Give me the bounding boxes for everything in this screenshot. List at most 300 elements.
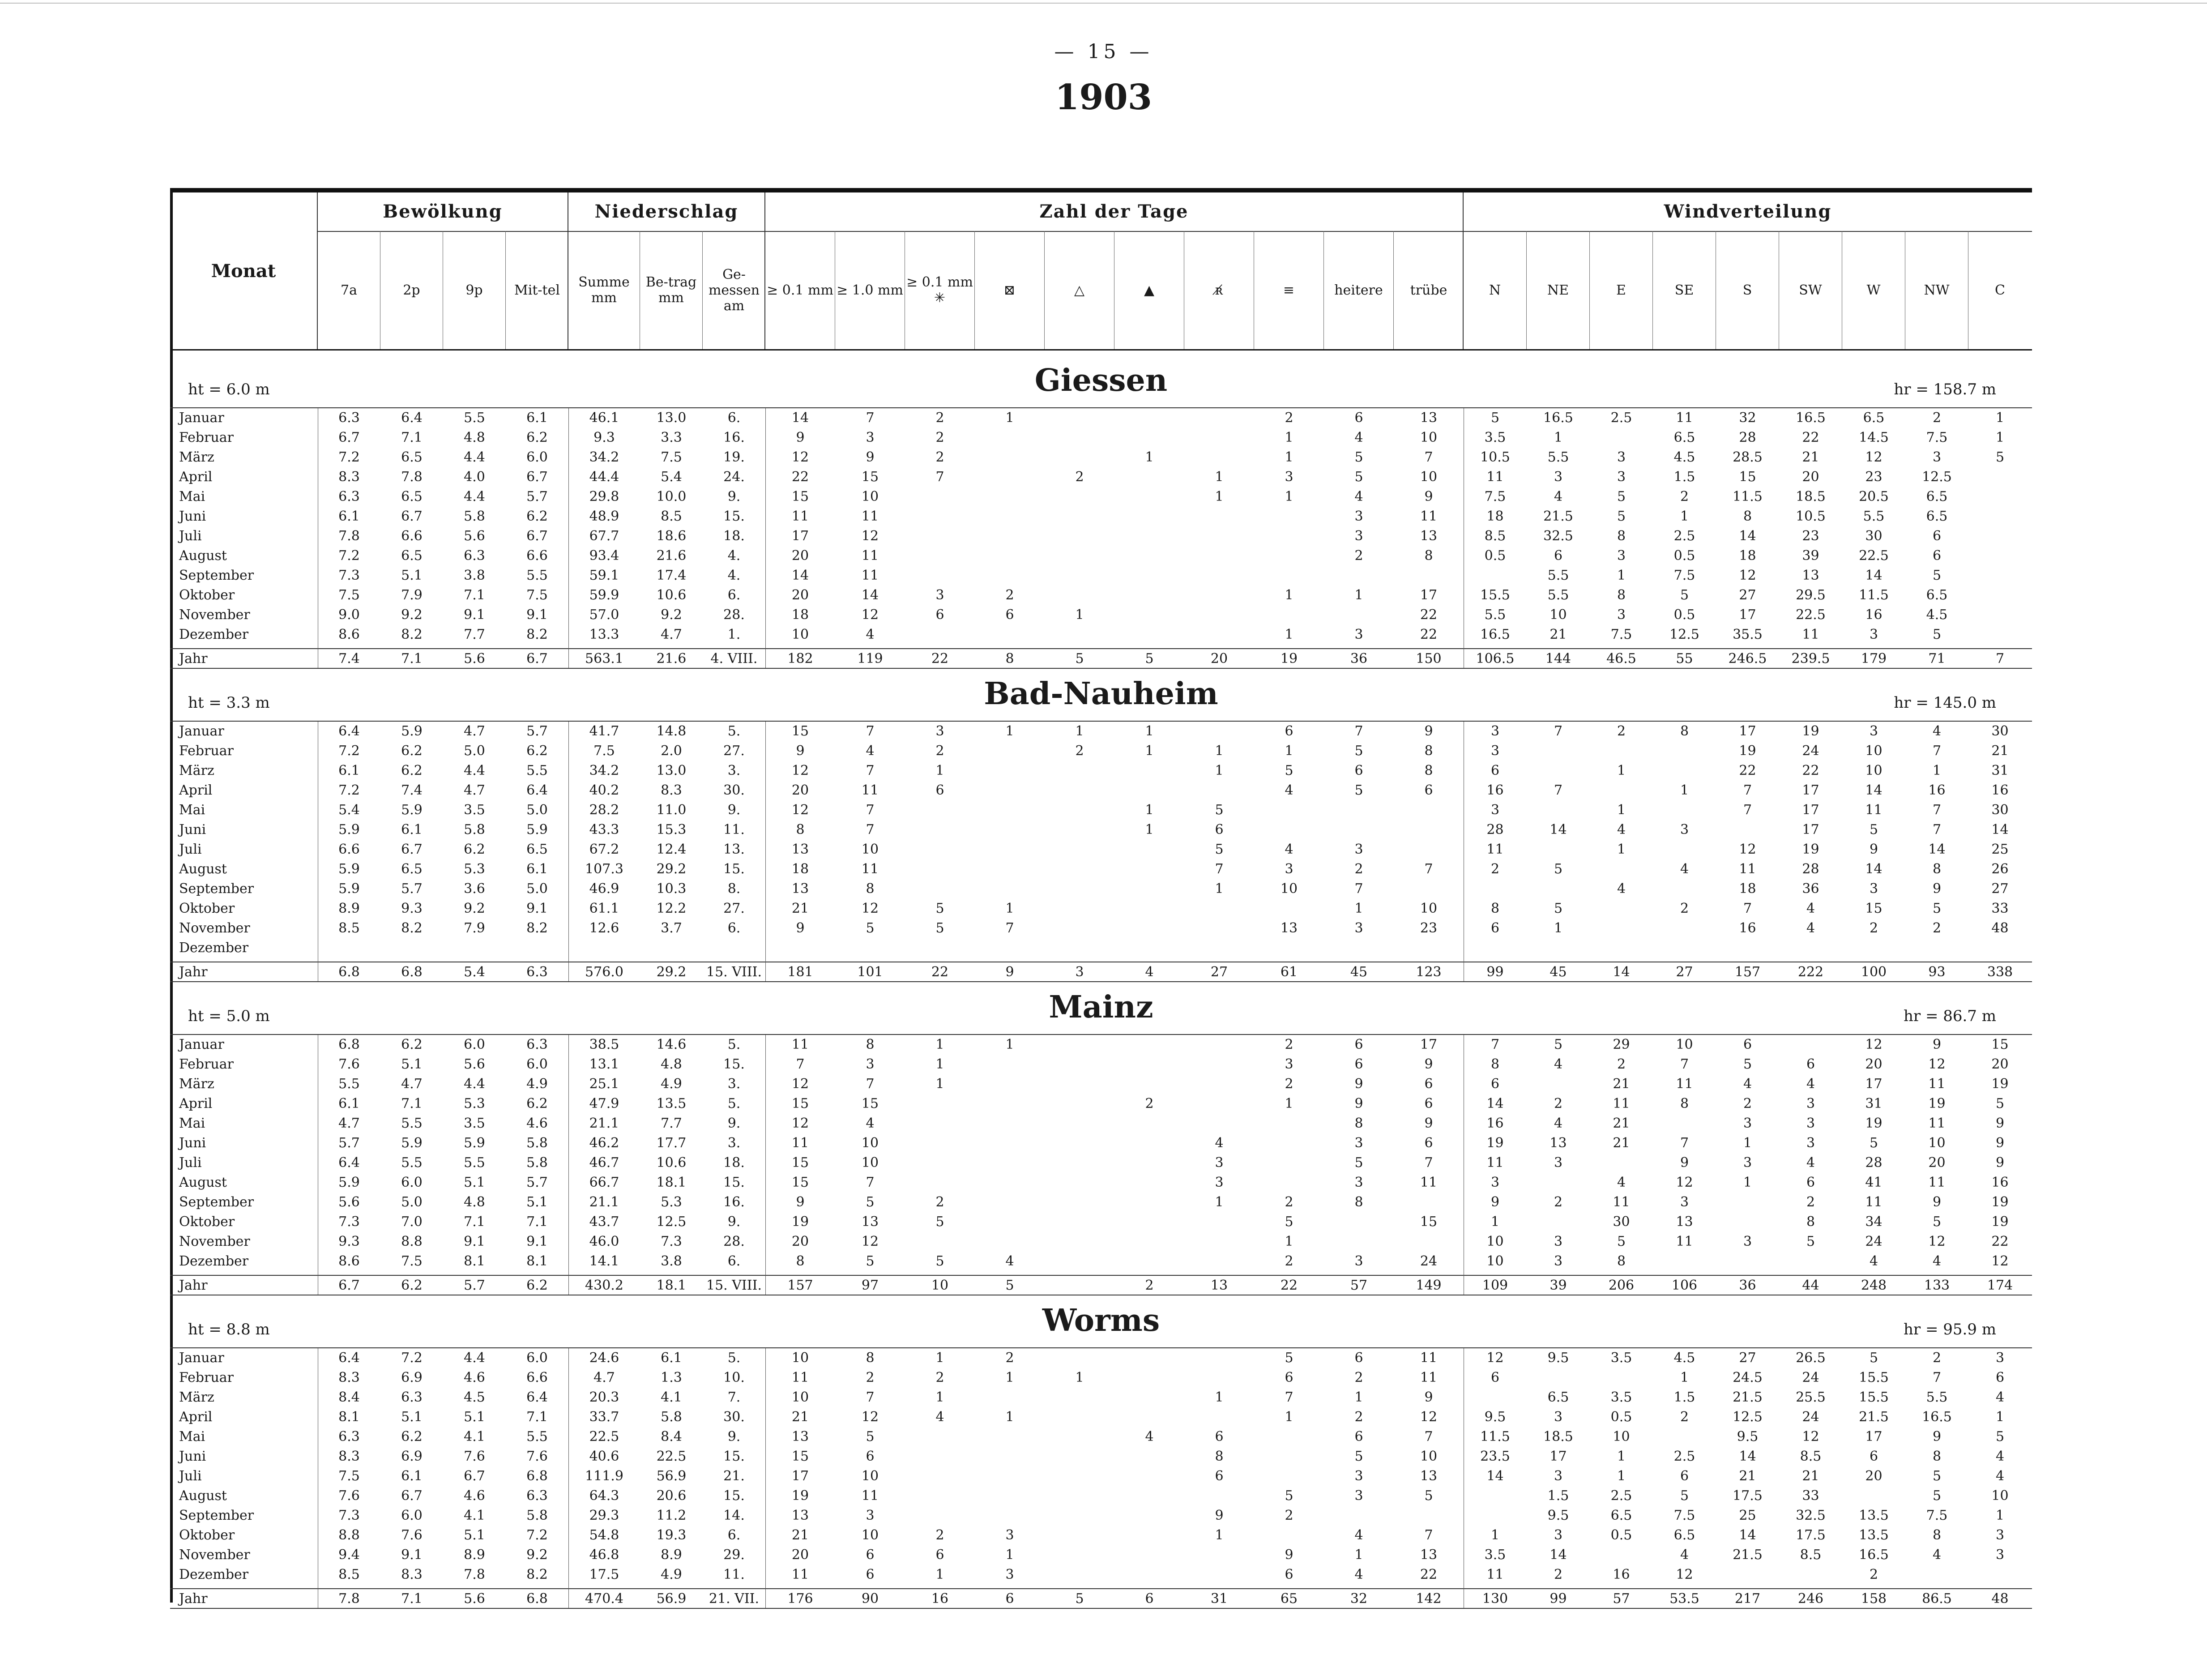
row-month-label: November — [179, 607, 250, 623]
table-cell — [1114, 605, 1184, 625]
table-cell: 27 — [1210, 964, 1228, 980]
table-cell: 5 — [1075, 1591, 1084, 1607]
table-cell: 9 — [1995, 1135, 2005, 1151]
table-cell: 4 — [1806, 1076, 1815, 1092]
table-cell: 7 — [866, 822, 875, 838]
table-cell — [1114, 840, 1184, 859]
table-cell: 6 — [935, 782, 944, 798]
table-cell: 10.0 — [656, 489, 687, 504]
table-cell — [975, 1506, 1045, 1526]
table-cell — [1842, 938, 1905, 958]
table-cell: 6.1 — [661, 1350, 682, 1366]
table-cell — [1184, 1094, 1254, 1114]
table-cell: 16 — [1928, 782, 1946, 798]
table-cell: 11 — [1420, 1350, 1438, 1366]
table-cell: 1 — [1285, 743, 1293, 759]
table-cell: 7 — [866, 763, 875, 778]
table-cell: 18.5 — [1543, 1429, 1573, 1445]
table-cell: 30 — [1865, 528, 1883, 544]
table-cell: 14 — [791, 568, 809, 583]
table-cell — [975, 938, 1045, 958]
table-cell: 21.1 — [589, 1116, 619, 1131]
table-cell — [1464, 1388, 1527, 1407]
table-cell — [905, 1133, 975, 1153]
table-cell: 2 — [1617, 723, 1626, 739]
table-row — [170, 1565, 2032, 1585]
table-cell: 11 — [1420, 1175, 1438, 1190]
table-cell: 7.6 — [526, 1449, 548, 1464]
table-cell — [1394, 938, 1464, 958]
table-row — [170, 1133, 2032, 1153]
table-cell: 9.5 — [1547, 1350, 1569, 1366]
table-cell — [1394, 566, 1464, 586]
page-year: 1903 — [1054, 77, 1153, 118]
table-cell: 8.1 — [526, 1253, 548, 1269]
table-cell — [1045, 1232, 1114, 1252]
table-cell: 1 — [1554, 920, 1563, 936]
table-cell: 7 — [1354, 723, 1363, 739]
table-cell: 25 — [1739, 1508, 1756, 1523]
table-cell: 5.5 — [1547, 449, 1569, 465]
table-cell: 59.1 — [589, 568, 619, 583]
table-cell: 5 — [1932, 1468, 1942, 1484]
row-month-label: Jahr — [179, 1591, 208, 1607]
table-cell: 22.5 — [656, 1449, 687, 1464]
table-cell: 12 — [1676, 1175, 1693, 1190]
table-cell: 4 — [866, 627, 875, 642]
table-cell: 7.3 — [338, 568, 360, 583]
row-month-label: Juni — [179, 509, 206, 524]
table-cell — [1968, 487, 2032, 507]
header-zahl-group — [765, 192, 1464, 349]
table-cell: 7 — [1354, 881, 1363, 897]
station-title: Bad-Nauheim — [984, 676, 1218, 712]
table-cell: 8 — [1424, 743, 1433, 759]
table-row — [170, 1193, 2032, 1212]
table-cell: 28. — [723, 1234, 745, 1249]
table-cell: 182 — [787, 651, 813, 667]
table-cell — [1527, 840, 1590, 859]
table-cell: 32.5 — [1796, 1508, 1826, 1523]
table-cell: 1 — [1680, 509, 1689, 524]
table-cell: 6 — [1354, 1429, 1363, 1445]
table-cell — [975, 879, 1045, 899]
table-cell: 17.5 — [1796, 1527, 1826, 1543]
table-cell: 6.0 — [526, 449, 548, 465]
table-cell: 10. — [723, 1370, 745, 1385]
table-cell: 8.3 — [338, 469, 360, 485]
table-cell — [1324, 1212, 1394, 1232]
table-cell: 5 — [1424, 1488, 1433, 1504]
table-cell: 4 — [1617, 822, 1626, 838]
table-cell: 11 — [1486, 1155, 1504, 1171]
table-cell: 45 — [1550, 964, 1567, 980]
table-cell — [1184, 586, 1254, 605]
table-cell: 6.0 — [464, 1037, 485, 1052]
table-cell — [1590, 741, 1653, 761]
table-cell — [905, 1114, 975, 1133]
table-row — [170, 1388, 2032, 1407]
table-cell: 6 — [1490, 763, 1500, 778]
table-cell — [1184, 605, 1254, 625]
table-cell: 17 — [1550, 1449, 1567, 1464]
table-cell: 7.5 — [401, 1253, 423, 1269]
table-cell: 6.2 — [401, 1278, 423, 1293]
table-cell: 1 — [1995, 410, 2005, 426]
table-cell: 12 — [1928, 1234, 1946, 1249]
table-cell — [1184, 1212, 1254, 1232]
table-cell: 2.5 — [1673, 1449, 1695, 1464]
table-cell: 11 — [1676, 410, 1693, 426]
table-cell — [1324, 566, 1394, 586]
row-month-label: April — [179, 1096, 213, 1111]
table-cell — [1045, 1252, 1114, 1271]
table-cell: 6.3 — [338, 1429, 360, 1445]
table-cell: 27 — [1676, 964, 1693, 980]
table-cell: 3 — [1617, 449, 1626, 465]
table-cell: 5 — [1554, 901, 1563, 916]
table-cell: 4 — [1995, 1468, 2005, 1484]
table-cell: 6 — [866, 1449, 875, 1464]
table-cell: 1 — [1285, 489, 1293, 504]
table-cell: 7.6 — [338, 1056, 360, 1072]
table-cell: 11 — [1613, 1096, 1630, 1111]
table-cell: 3 — [1490, 723, 1500, 739]
table-cell: 3 — [1354, 509, 1363, 524]
table-cell: 8.5 — [1800, 1547, 1822, 1563]
table-cell: 21 — [1613, 1135, 1630, 1151]
table-cell: 1 — [1285, 430, 1293, 445]
table-cell: 20 — [1928, 1155, 1946, 1171]
header-bewoelkung: Bewölkung — [318, 192, 568, 232]
table-cell: 6.7 — [526, 528, 548, 544]
table-row — [170, 938, 2032, 958]
table-cell: 7 — [1932, 1370, 1942, 1385]
table-cell — [1114, 879, 1184, 899]
table-cell — [905, 840, 975, 859]
table-cell: 7 — [1215, 861, 1224, 877]
table-cell: 5.8 — [526, 1508, 548, 1523]
table-cell: 18 — [791, 607, 809, 623]
table-cell: 7.2 — [526, 1527, 548, 1543]
table-cell: 7.1 — [401, 1096, 423, 1111]
table-cell: 13 — [861, 1214, 879, 1230]
table-cell: 22.5 — [1796, 607, 1826, 623]
table-cell: 6.3 — [526, 964, 548, 980]
table-cell: 8.9 — [661, 1547, 682, 1563]
table-row — [170, 800, 2032, 820]
table-cell — [1590, 781, 1653, 800]
table-cell: 144 — [1545, 651, 1571, 667]
table-row — [170, 1486, 2032, 1506]
table-cell: 15 — [1420, 1214, 1438, 1230]
table-cell: 9 — [1424, 1116, 1433, 1131]
table-cell: 19 — [1802, 723, 1819, 739]
table-cell: 2 — [935, 1370, 944, 1385]
table-cell: 6 — [1354, 763, 1363, 778]
table-cell: 6 — [1424, 1135, 1433, 1151]
table-cell — [1114, 1368, 1184, 1388]
table-cell: 1 — [1490, 1527, 1500, 1543]
table-cell: 12.5 — [1922, 469, 1952, 485]
table-cell: 22 — [1280, 1278, 1298, 1293]
header-col-bewoelkung_cols-1: 2p — [380, 231, 443, 349]
table-cell — [1968, 938, 2032, 958]
table-cell: 2 — [1490, 861, 1500, 877]
table-cell: 1 — [1680, 1370, 1689, 1385]
table-cell: 6.4 — [338, 1155, 360, 1171]
table-cell: 11 — [791, 1135, 809, 1151]
table-cell: 7 — [1424, 861, 1433, 877]
table-cell: 5 — [935, 920, 944, 936]
table-cell: 6.6 — [526, 548, 548, 564]
table-cell: 9.2 — [661, 607, 682, 623]
table-cell: 16. — [723, 430, 745, 445]
table-cell: 5.7 — [401, 881, 423, 897]
table-cell — [1114, 507, 1184, 526]
table-cell: 5.5 — [338, 1076, 360, 1092]
table-cell: 13.1 — [589, 1056, 619, 1072]
table-cell — [1045, 586, 1114, 605]
table-cell — [1114, 1133, 1184, 1153]
table-cell — [905, 625, 975, 645]
row-month-label: Juni — [179, 1135, 206, 1151]
table-cell: 3 — [1354, 627, 1363, 642]
table-cell — [1045, 1173, 1114, 1193]
table-cell: 21 — [1613, 1076, 1630, 1092]
table-cell — [1184, 1368, 1254, 1388]
table-cell — [975, 1447, 1045, 1466]
table-cell: 1 — [1554, 430, 1563, 445]
table-cell: 4.8 — [464, 1194, 485, 1210]
table-cell — [1045, 1114, 1114, 1133]
table-cell — [1394, 1232, 1464, 1252]
table-cell: 4.5 — [1673, 449, 1695, 465]
table-cell: 9.1 — [464, 1234, 485, 1249]
table-cell — [1184, 781, 1254, 800]
table-cell: 9.5 — [1547, 1508, 1569, 1523]
table-cell: 157 — [1734, 964, 1761, 980]
table-cell: 39 — [1802, 548, 1819, 564]
table-cell: 17.4 — [656, 568, 687, 583]
table-cell — [1045, 526, 1114, 546]
table-cell: 11.5 — [1480, 1429, 1510, 1445]
table-cell: 5.0 — [401, 1194, 423, 1210]
table-cell: 9 — [1932, 1429, 1942, 1445]
table-cell: 111.9 — [585, 1468, 623, 1484]
table-row — [170, 625, 2032, 645]
table-cell: 18.5 — [1796, 489, 1826, 504]
table-cell — [1527, 1074, 1590, 1094]
table-cell — [975, 800, 1045, 820]
table-cell — [1045, 1545, 1114, 1565]
table-cell: 7.3 — [338, 1508, 360, 1523]
header-col-wind_cols-8: C — [1995, 282, 2005, 298]
table-cell: 13.0 — [656, 410, 687, 426]
table-cell: 3 — [1215, 1175, 1224, 1190]
table-cell — [1968, 1565, 2032, 1585]
table-cell: 1 — [1145, 802, 1154, 818]
table-cell: 3.3 — [661, 430, 682, 445]
table-cell — [1653, 761, 1716, 781]
table-cell: 176 — [787, 1591, 813, 1607]
table-cell: 16 — [1991, 782, 2009, 798]
table-cell — [1045, 507, 1114, 526]
table-cell: 29.3 — [589, 1508, 619, 1523]
column-separator — [765, 722, 766, 981]
table-cell: 21.6 — [656, 548, 687, 564]
table-cell: 4 — [1932, 1253, 1942, 1269]
table-cell: 46.7 — [589, 1155, 619, 1171]
table-cell: 106.5 — [1476, 651, 1515, 667]
table-cell: 10 — [1420, 430, 1438, 445]
table-cell: 149 — [1416, 1278, 1442, 1293]
table-cell: 10 — [1613, 1429, 1630, 1445]
table-cell: 1 — [1215, 763, 1224, 778]
table-cell: 9 — [1995, 1155, 2005, 1171]
table-cell: 5.1 — [464, 1527, 485, 1543]
table-cell: 6 — [1354, 1056, 1363, 1072]
table-cell: 7.0 — [401, 1214, 423, 1230]
table-cell: 20 — [791, 782, 809, 798]
table-row — [170, 1368, 2032, 1388]
table-cell — [1184, 1486, 1254, 1506]
table-cell — [1184, 566, 1254, 586]
table-cell: 6.2 — [526, 743, 548, 759]
table-cell: 16 — [931, 1591, 949, 1607]
station-height-hr: hr = 158.7 m — [1894, 380, 1996, 398]
table-cell: 9 — [866, 449, 875, 465]
header-wind-group — [1464, 192, 2032, 349]
table-cell: 107.3 — [585, 861, 623, 877]
table-cell — [1527, 879, 1590, 899]
table-cell — [1114, 1348, 1184, 1368]
table-cell: 4 — [1617, 1175, 1626, 1190]
table-cell — [975, 820, 1045, 840]
table-cell: 8 — [1617, 1253, 1626, 1269]
table-cell — [975, 1055, 1045, 1074]
table-cell: 21. VII. — [709, 1591, 760, 1607]
table-cell: 16.5 — [1543, 410, 1573, 426]
table-cell: 29.5 — [1796, 587, 1826, 603]
row-month-label: Juni — [179, 822, 206, 838]
table-row — [170, 1427, 2032, 1447]
table-cell: 19.3 — [656, 1527, 687, 1543]
table-cell: 8.2 — [526, 1567, 548, 1582]
table-cell: 11 — [1676, 1076, 1693, 1092]
table-cell: 21 — [1613, 1116, 1630, 1131]
table-cell: 10 — [1550, 607, 1567, 623]
table-cell — [1045, 800, 1114, 820]
table-cell: 2 — [1075, 469, 1084, 485]
station-table — [170, 1347, 2032, 1609]
table-cell: 4. — [727, 568, 741, 583]
table-cell: 13.5 — [1859, 1508, 1889, 1523]
table-cell: 14 — [1991, 822, 2009, 838]
table-cell: 1 — [1617, 802, 1626, 818]
table-cell: 5 — [1869, 822, 1878, 838]
table-cell: 22 — [931, 651, 949, 667]
table-cell: 6 — [1005, 1591, 1014, 1607]
column-separator — [568, 408, 569, 668]
table-row — [170, 526, 2032, 546]
row-month-label: Dezember — [179, 1567, 249, 1582]
table-cell: 22 — [1802, 763, 1819, 778]
table-cell: 3. — [727, 1076, 741, 1092]
table-cell — [905, 507, 975, 526]
table-cell: 3 — [866, 430, 875, 445]
table-cell: 11. — [723, 1567, 745, 1582]
header-niederschlag-group — [568, 192, 765, 349]
table-cell: 5.3 — [464, 861, 485, 877]
station-height-ht: ht = 5.0 m — [188, 1007, 270, 1025]
table-cell — [1254, 1133, 1324, 1153]
table-cell: 5.8 — [661, 1409, 682, 1425]
header-col-niederschlag_cols-0: Summe mm — [568, 231, 640, 349]
table-cell — [1114, 781, 1184, 800]
table-cell: 7 — [1424, 1155, 1433, 1171]
table-cell: 16 — [1486, 1116, 1504, 1131]
table-cell: 7 — [1424, 449, 1433, 465]
table-cell: 28 — [1739, 430, 1756, 445]
header-niederschlag: Niederschlag — [568, 192, 764, 232]
table-cell — [1527, 1368, 1590, 1388]
row-month-label: Oktober — [179, 587, 235, 603]
table-cell: 10 — [1280, 881, 1298, 897]
table-cell: 1 — [935, 1389, 944, 1405]
table-cell: 1 — [1215, 1389, 1224, 1405]
table-row — [170, 1212, 2032, 1232]
table-cell: 33 — [1991, 901, 2009, 916]
table-cell — [1464, 879, 1527, 899]
table-cell: 15. — [723, 1056, 745, 1072]
header-col-zahl_cols-6: ʀ̸ — [1184, 231, 1254, 349]
table-cell: 1 — [1285, 587, 1293, 603]
table-cell: 12 — [861, 1234, 879, 1249]
table-cell — [1184, 1348, 1254, 1368]
table-cell — [1114, 546, 1184, 566]
table-cell — [1114, 938, 1184, 958]
table-cell: 54.8 — [589, 1527, 619, 1543]
table-cell: 18 — [1739, 881, 1756, 897]
table-cell: 28 — [1802, 861, 1819, 877]
table-cell — [1905, 938, 1968, 958]
table-cell: 11 — [1928, 1116, 1946, 1131]
table-cell: 24.6 — [589, 1350, 619, 1366]
table-cell: 5.6 — [464, 1591, 485, 1607]
table-cell: 41.7 — [589, 723, 619, 739]
table-cell: 6.3 — [338, 489, 360, 504]
table-cell: 30. — [723, 1409, 745, 1425]
table-cell: 27 — [1739, 587, 1756, 603]
table-cell: 4.1 — [464, 1508, 485, 1523]
table-cell: 5.5 — [526, 763, 548, 778]
table-row — [170, 1348, 2032, 1368]
table-cell: 8.1 — [338, 1409, 360, 1425]
table-cell: 5.6 — [464, 528, 485, 544]
table-cell: 12 — [1420, 1409, 1438, 1425]
table-cell: 4.6 — [526, 1116, 548, 1131]
table-cell: 1 — [1075, 723, 1084, 739]
table-cell: 2 — [1869, 1567, 1878, 1582]
table-cell: 6.5 — [1926, 587, 1948, 603]
table-cell: 17.7 — [656, 1135, 687, 1151]
table-cell: 3 — [1743, 1155, 1752, 1171]
table-cell: 21 — [1802, 1468, 1819, 1484]
table-cell — [703, 938, 765, 958]
table-cell: 15 — [791, 1096, 809, 1111]
table-cell — [1394, 879, 1464, 899]
